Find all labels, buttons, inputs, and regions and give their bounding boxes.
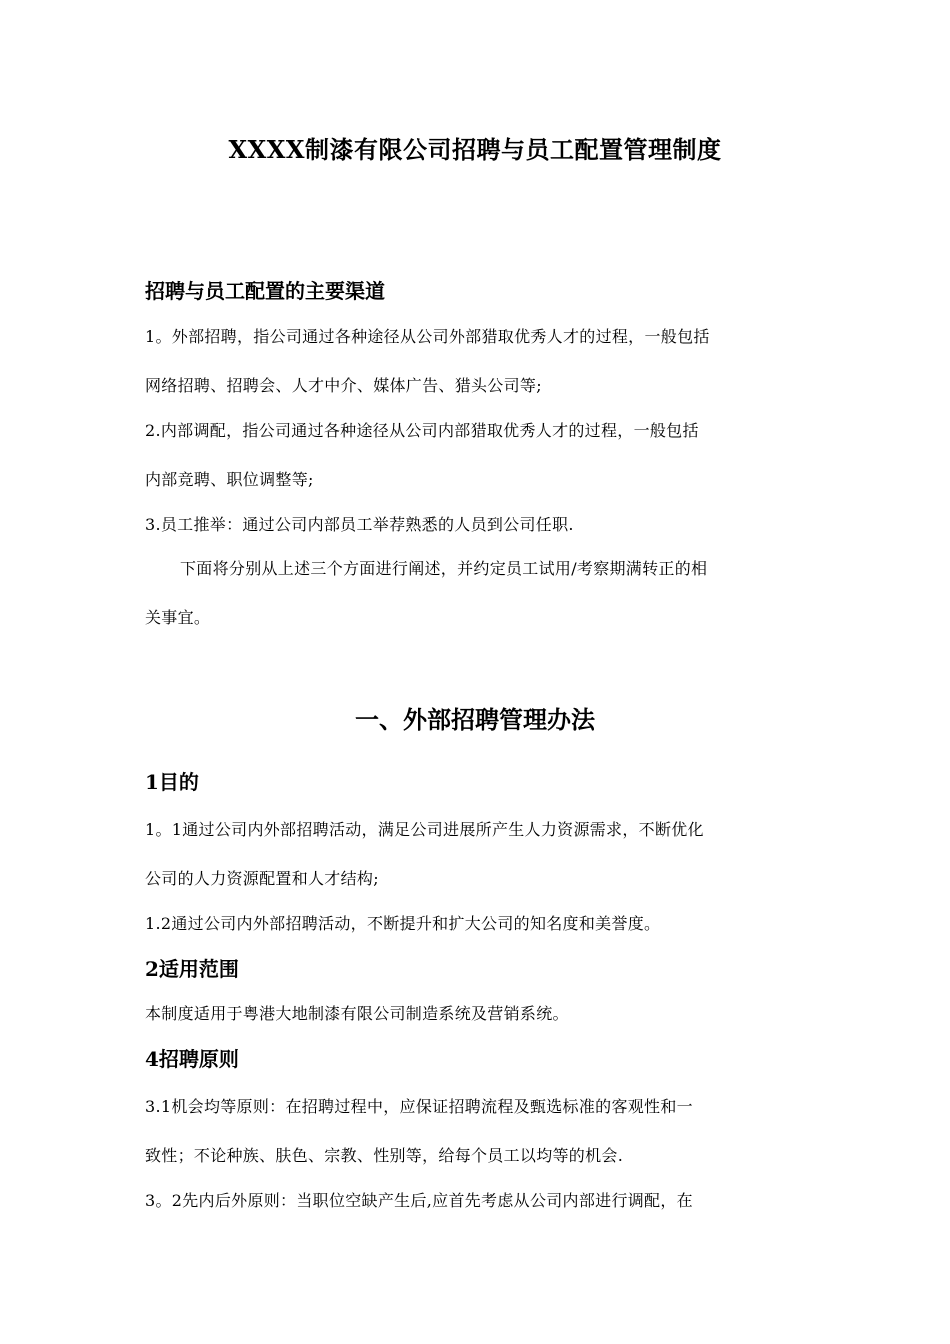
intro-heading: 招聘与员工配置的主要渠道 [145, 279, 385, 303]
purpose-line: 公司的人力资源配置和人才结构; [145, 869, 379, 888]
purpose-heading: 1目的 [145, 770, 199, 794]
scope-line: 本制度适用于粤港大地制漆有限公司制造系统及营销系统。 [145, 1004, 569, 1023]
intro-line: 内部竞聘、职位调整等; [145, 470, 314, 489]
intro-line: 网络招聘、招聘会、人才中介、媒体广告、猎头公司等; [145, 376, 542, 395]
intro-line: 1。外部招聘，指公司通过各种途径从公司外部猎取优秀人才的过程，一般包括 [145, 327, 710, 346]
section-title: 一、外部招聘管理办法 [355, 705, 595, 734]
intro-line: 下面将分别从上述三个方面进行阐述，并约定员工试用/考察期满转正的相 [180, 559, 708, 578]
intro-line: 2.内部调配，指公司通过各种途径从公司内部猎取优秀人才的过程，一般包括 [145, 421, 699, 440]
scope-heading: 2适用范围 [145, 957, 239, 981]
purpose-line: 1.2通过公司内外部招聘活动，不断提升和扩大公司的知名度和美誉度。 [145, 914, 661, 933]
intro-line: 3.员工推举：通过公司内部员工举荐熟悉的人员到公司任职. [145, 515, 574, 534]
principles-line: 3.1机会均等原则：在招聘过程中，应保证招聘流程及甄选标准的客观性和一 [145, 1097, 693, 1116]
intro-line: 关事宜。 [145, 608, 211, 627]
principles-line: 致性；不论种族、肤色、宗教、性别等，给每个员工以均等的机会. [145, 1146, 624, 1165]
document-title: XXXX制漆有限公司招聘与员工配置管理制度 [228, 135, 722, 164]
principles-heading: 4招聘原则 [145, 1047, 239, 1071]
principles-line: 3。2先内后外原则：当职位空缺产生后,应首先考虑从公司内部进行调配，在 [145, 1191, 693, 1210]
purpose-line: 1。1通过公司内外部招聘活动，满足公司进展所产生人力资源需求，不断优化 [145, 820, 704, 839]
